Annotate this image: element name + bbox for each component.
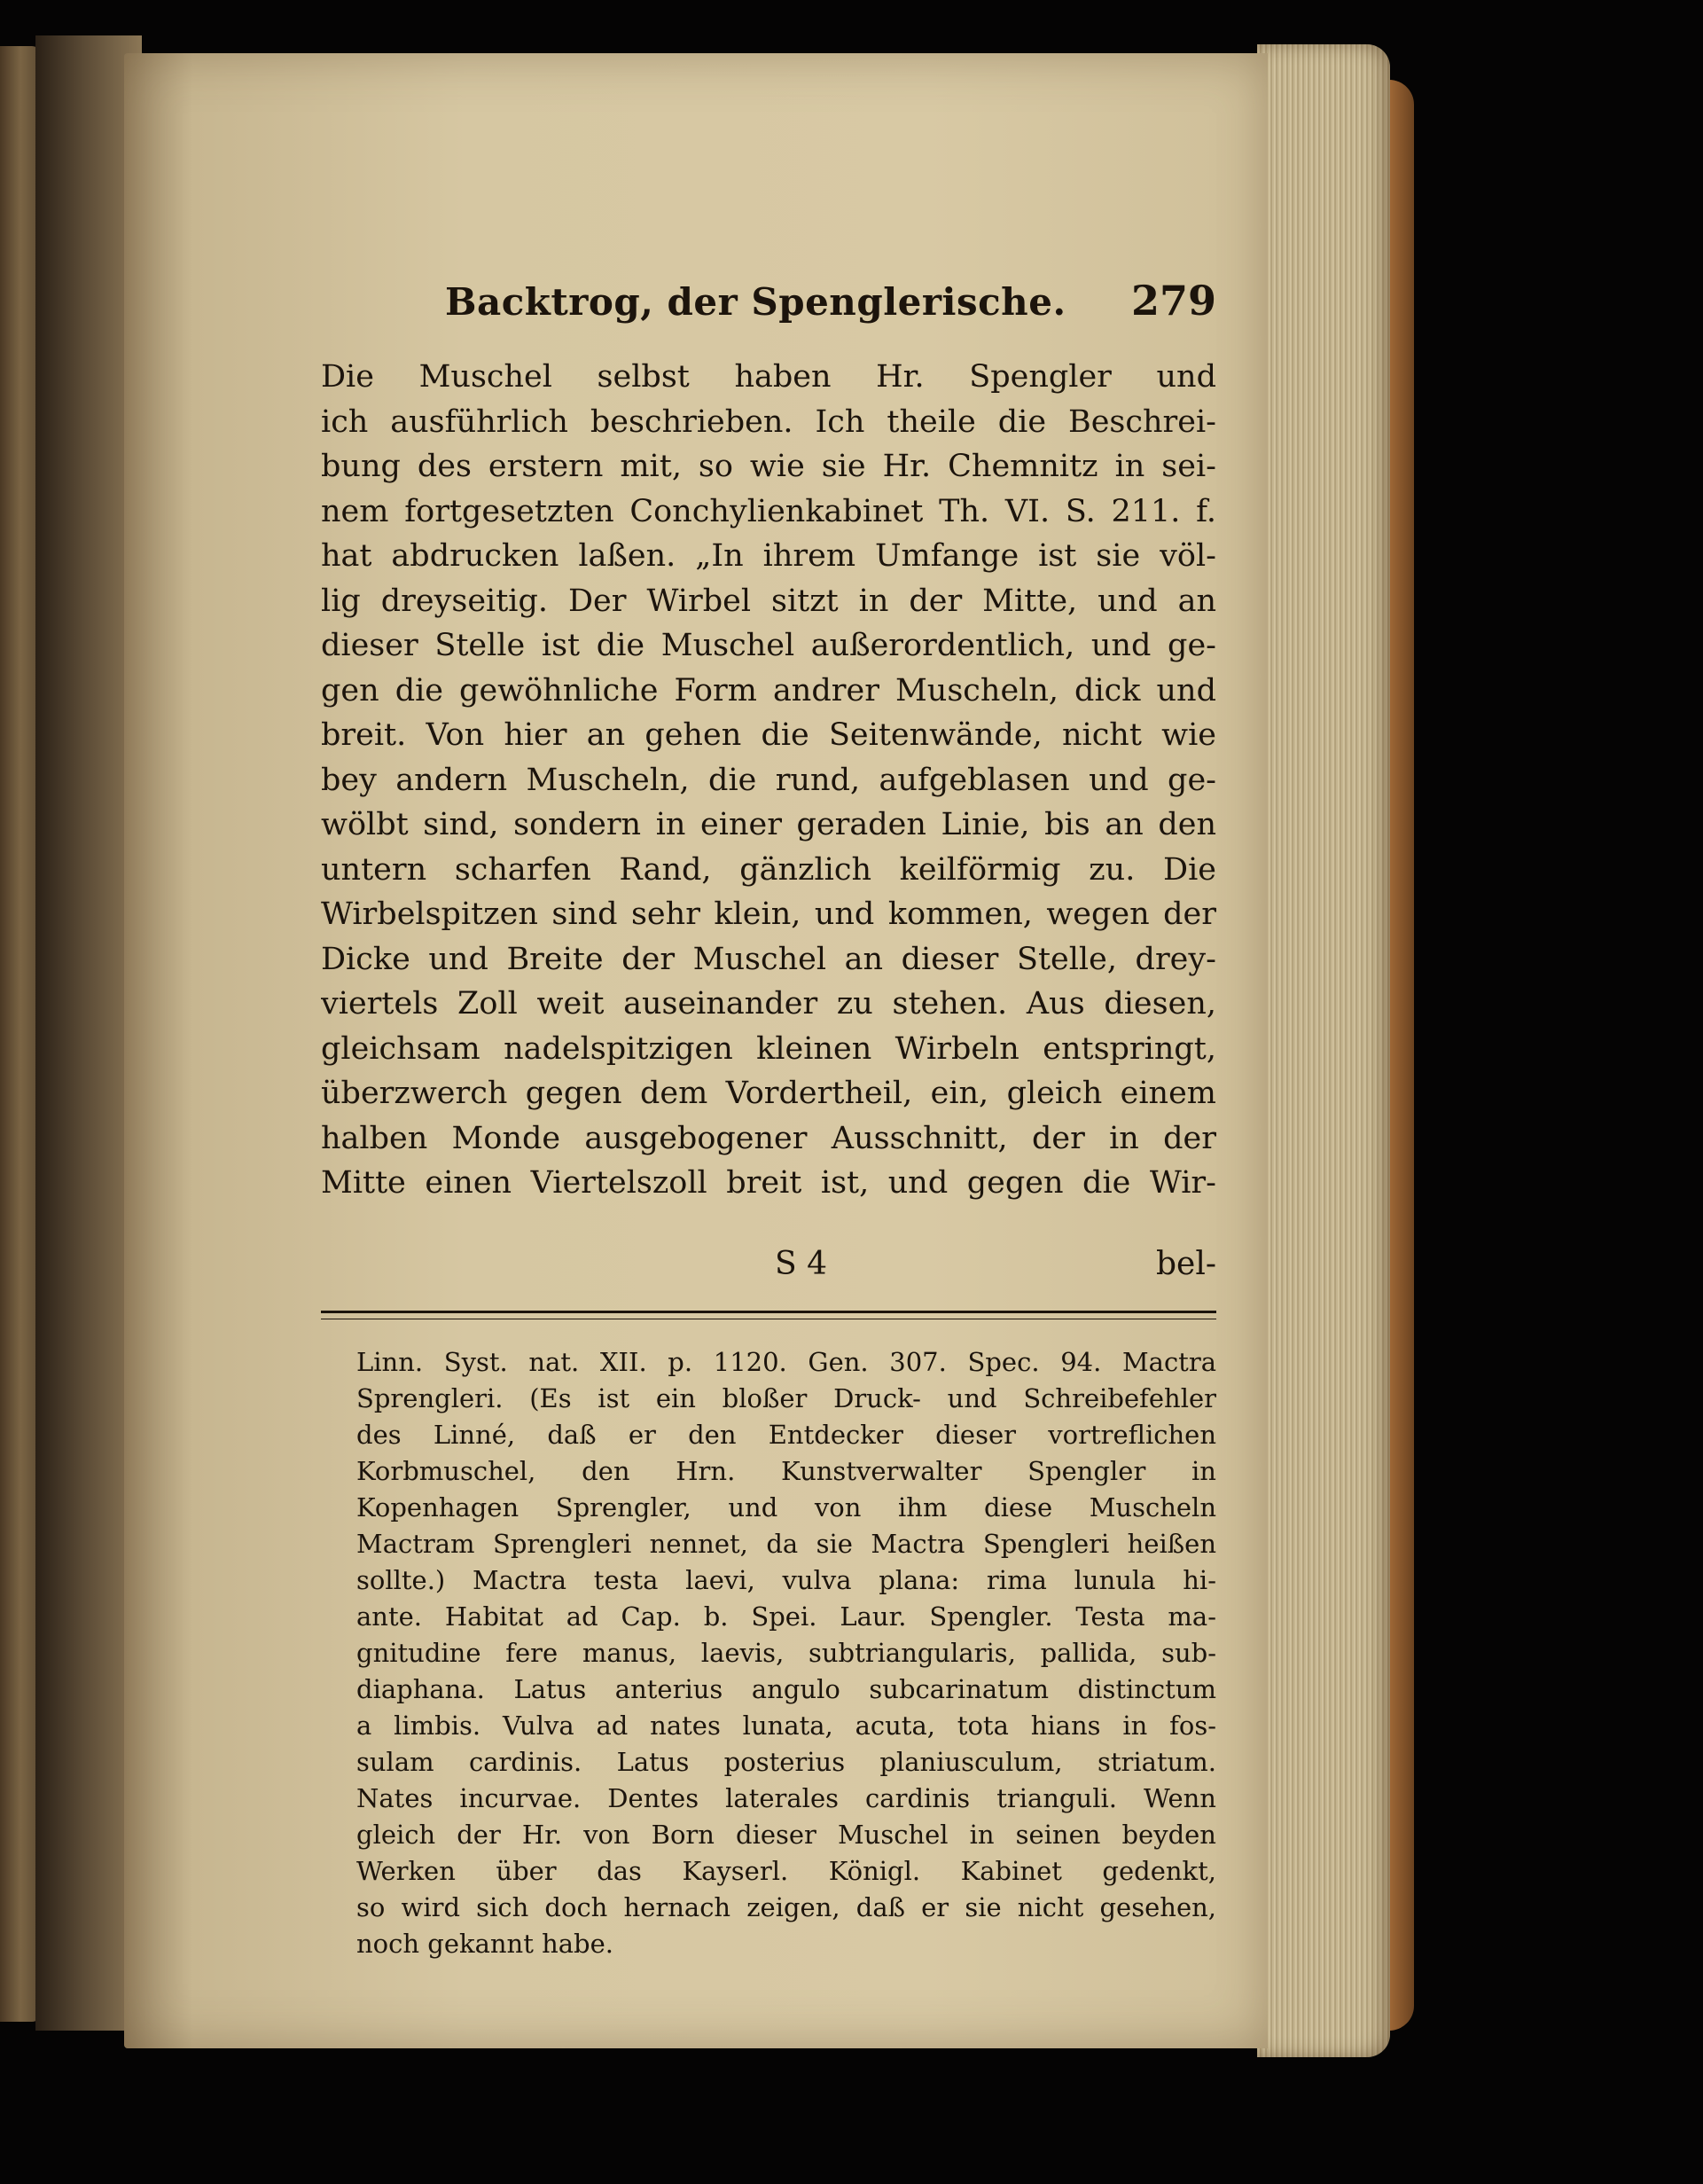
body-line: hat abdrucken laßen. „In ihrem Umfange ist sie völ- [321,538,1216,574]
footnote-line: diaphana. Latus anterius angulo subcarinatum distinctum [356,1674,1216,1704]
footnote-line: Nates incurvae. Dentes laterales cardinis trianguli. Wenn [356,1783,1216,1813]
footnote-line: Linn. Syst. nat. XII. p. 1120. Gen. 307. Spec. 94. Mactra [356,1347,1216,1377]
body-line: nem fortgesetzten Conchylienkabinet Th. VI. S. 211. f. [321,493,1216,529]
body-line: Wirbelspitzen sind sehr klein, und kommen, wegen der [321,896,1216,932]
body-line: gen die gewöhnliche Form andrer Muscheln, dick und [321,672,1216,708]
signature-row [321,1246,1216,1290]
body-line: untern scharfen Rand, gänzlich keilförmig zu. Die [321,851,1216,888]
footnote-line: sollte.) Mactra testa laevi, vulva plana: rima lunula hi- [356,1565,1216,1595]
body-line: viertels Zoll weit auseinander zu stehen. Aus diesen, [321,986,1216,1022]
body-line: bung des erstern mit, so wie sie Hr. Chemnitz in sei- [321,449,1216,484]
catchword: bel- [1155,1246,1216,1282]
footnote-line: sulam cardinis. Latus posterius planiusculum, striatum. [356,1747,1216,1777]
footnote-line: gleich der Hr. von Born dieser Muschel in seinen beyden [356,1820,1216,1850]
page-number: 279 [1130,277,1216,325]
footnote-line: ante. Habitat ad Cap. b. Spei. Laur. Spengler. Testa ma- [356,1601,1216,1632]
body-line: wölbt sind, sondern in einer geraden Linie, bis an den [321,807,1216,842]
running-header [445,277,1216,339]
footnote-line: Kopenhagen Sprengler, und von ihm diese Muscheln [356,1492,1216,1523]
running-head: Backtrog, der Spenglerische. [445,280,1066,324]
footnote-line: so wird sich doch hernach zeigen, daß er sie nicht gesehen, [356,1892,1216,1922]
signature-mark: S 4 [775,1246,828,1282]
body-line: Die Muschel selbst haben Hr. Spengler und [321,359,1216,395]
body-line: Mitte einen Viertelszoll breit ist, und gegen die Wir- [321,1165,1216,1201]
body-line: halben Monde ausgebogener Ausschnitt, der in der [321,1120,1216,1156]
body-line: bey andern Muscheln, die rund, aufgeblasen und ge- [321,762,1216,798]
body-line: ich ausführlich beschrieben. Ich theile die Beschrei- [321,403,1216,440]
footnote [356,1344,1216,1962]
body-line: Dicke und Breite der Muschel an dieser Stelle, drey- [321,941,1216,977]
book-page [124,53,1268,2048]
body-line: dieser Stelle ist die Muschel außerordentlich, und ge- [321,628,1216,663]
footnote-line: Korbmuschel, den Hrn. Kunstverwalter Spengler in [356,1456,1216,1486]
footnote-line: des Linné, daß er den Entdecker dieser vortreflichen [356,1420,1216,1450]
page-fore-edge [1257,44,1390,2057]
body-line: gleichsam nadelspitzigen kleinen Wirbeln entspringt, [321,1030,1216,1067]
body-line: lig dreyseitig. Der Wirbel sitzt in der Mitte, und an [321,583,1216,619]
footnote-line: noch gekannt habe. [356,1929,613,1959]
footnote-line: a limbis. Vulva ad nates lunata, acuta, tota hians in fos- [356,1710,1216,1741]
footnote-line: gnitudine fere manus, laevis, subtriangularis, pallida, sub- [356,1638,1216,1668]
footnote-line: Werken über das Kayserl. Königl. Kabinet gedenkt, [356,1856,1216,1886]
footnote-line: Mactram Sprengleri nennet, da sie Mactra Spengleri heißen [356,1529,1216,1559]
body-line: breit. Von hier an gehen die Seitenwände, nicht wie [321,717,1216,753]
footnote-rule [321,1311,1216,1319]
footnote-line: Sprengleri. (Es ist ein bloßer Druck- und Schreibefehler [356,1383,1216,1413]
body-text [321,355,1216,1206]
body-line: überzwerch gegen dem Vordertheil, ein, gleich einem [321,1076,1216,1111]
